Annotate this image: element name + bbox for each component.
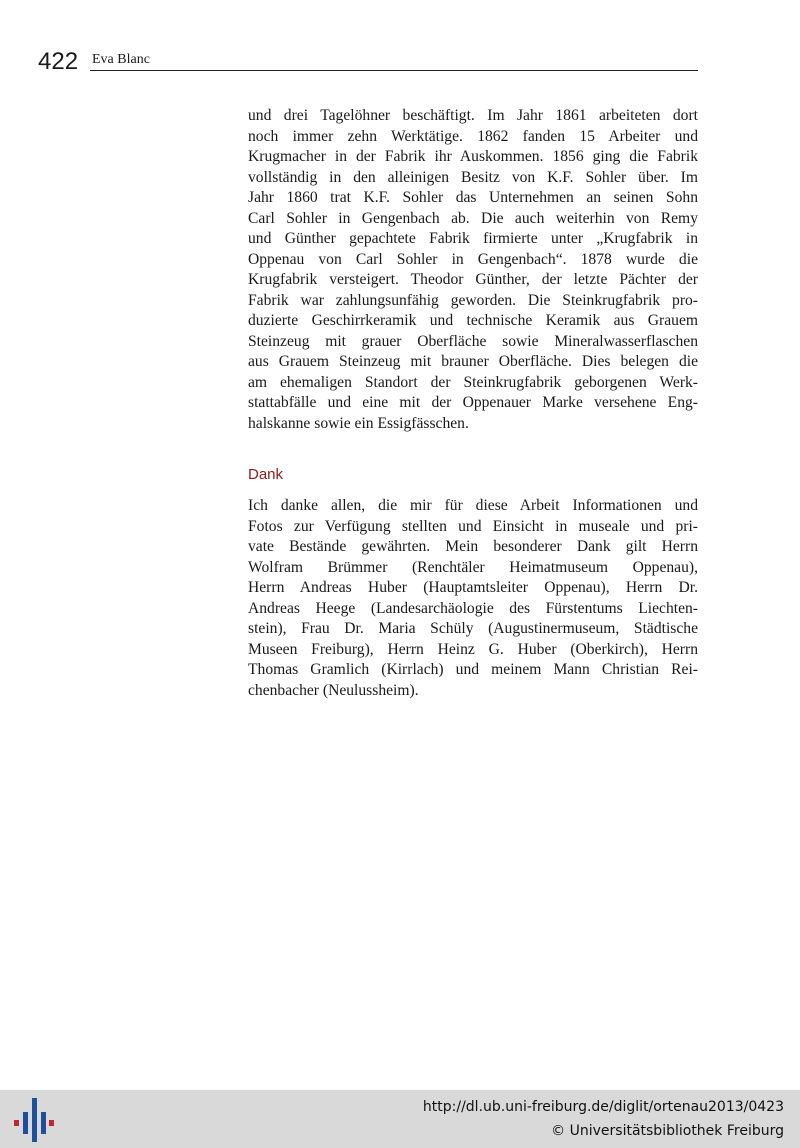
text-line: Ich danke allen, die mir für diese Arbeit Informationen und <box>248 497 698 514</box>
logo-bar-blue-3 <box>41 1112 46 1134</box>
logo-bar-blue-2 <box>32 1098 37 1142</box>
text-line: vate Bestände gewährten. Mein besonderer Dank gilt Herrn <box>248 538 698 555</box>
text-line: Thomas Gramlich (Kirrlach) und meinem Mann Christian Rei- <box>248 661 698 678</box>
page-number: 422 <box>38 48 79 75</box>
text-line: stein), Frau Dr. Maria Schüly (Augustinermuseum, Städtische <box>248 620 698 637</box>
text-line: Krugfabrik versteigert. Theodor Günther, der letzte Pächter der <box>248 271 698 288</box>
footer-copyright: © Universitätsbibliothek Freiburg <box>551 1123 784 1139</box>
text-line: Museen Freiburg), Herrn Heinz G. Huber (Oberkirch), Herrn <box>248 640 698 658</box>
text-line: Carl Sohler in Gengenbach ab. Die auch weiterhin von Remy <box>248 209 698 227</box>
section-heading: Dank <box>248 466 284 483</box>
text-line: Fotos zur Verfügung stellten und Einsicht in museale und pri- <box>248 517 698 535</box>
text-line: am ehemaligen Standort der Steinkrugfabrik geborgenen Werk- <box>248 373 698 391</box>
running-head: Eva Blanc <box>92 52 150 67</box>
logo-bar-red-left <box>14 1120 19 1126</box>
header-rule <box>90 70 698 71</box>
text-line: stattabfälle und eine mit der Oppenauer Marke versehene Eng- <box>248 394 698 411</box>
text-line: Oppenau von Carl Sohler in Gengenbach“. 1878 wurde die <box>248 250 698 268</box>
footer-bar <box>0 1090 800 1148</box>
body-paragraph-2 <box>248 496 698 701</box>
text-line: Fabrik war zahlungsunfähig geworden. Die Steinkrugfabrik pro- <box>248 291 698 309</box>
text-line: Jahr 1860 trat K.F. Sohler das Unternehmen an seinen Sohn <box>248 189 698 206</box>
logo-bar-blue-1 <box>23 1112 28 1134</box>
logo-bar-red-right <box>49 1120 54 1126</box>
text-line: duzierte Geschirrkeramik und technische Keramik aus Grauem <box>248 312 698 329</box>
body-paragraph-1 <box>248 106 698 434</box>
text-line: Wolfram Brümmer (Renchtäler Heimatmuseum Oppenau), <box>248 558 698 576</box>
text-line: Steinzeug mit grauer Oberfläche sowie Mineralwasserflaschen <box>248 332 698 350</box>
footer-url-link[interactable]: http://dl.ub.uni-freiburg.de/diglit/ortenau2013/0423 <box>422 1099 784 1115</box>
text-line: chenbacher (Neulussheim). <box>248 681 419 699</box>
text-line: vollständig in den alleinigen Besitz von K.F. Sohler über. Im <box>248 168 698 186</box>
text-line: Herrn Andreas Huber (Hauptamtsleiter Oppenau), Herrn Dr. <box>248 579 698 596</box>
text-line: aus Grauem Steinzeug mit brauner Oberfläche. Dies belegen die <box>248 353 698 370</box>
text-line: Krugmacher in der Fabrik ihr Auskommen. 1856 ging die Fabrik <box>248 148 698 165</box>
text-line: halskanne sowie ein Essigfässchen. <box>248 414 469 432</box>
text-line: und Günther gepachtete Fabrik firmierte unter „Krugfabrik in <box>248 230 698 247</box>
text-line: Andreas Heege (Landesarchäologie des Fürstentums Liechten- <box>248 599 698 617</box>
text-line: und drei Tagelöhner beschäftigt. Im Jahr 1861 arbeiteten dort <box>248 107 698 124</box>
ub-freiburg-logo-icon <box>14 1098 54 1142</box>
text-line: noch immer zehn Werktätige. 1862 fanden 15 Arbeiter und <box>248 127 698 145</box>
